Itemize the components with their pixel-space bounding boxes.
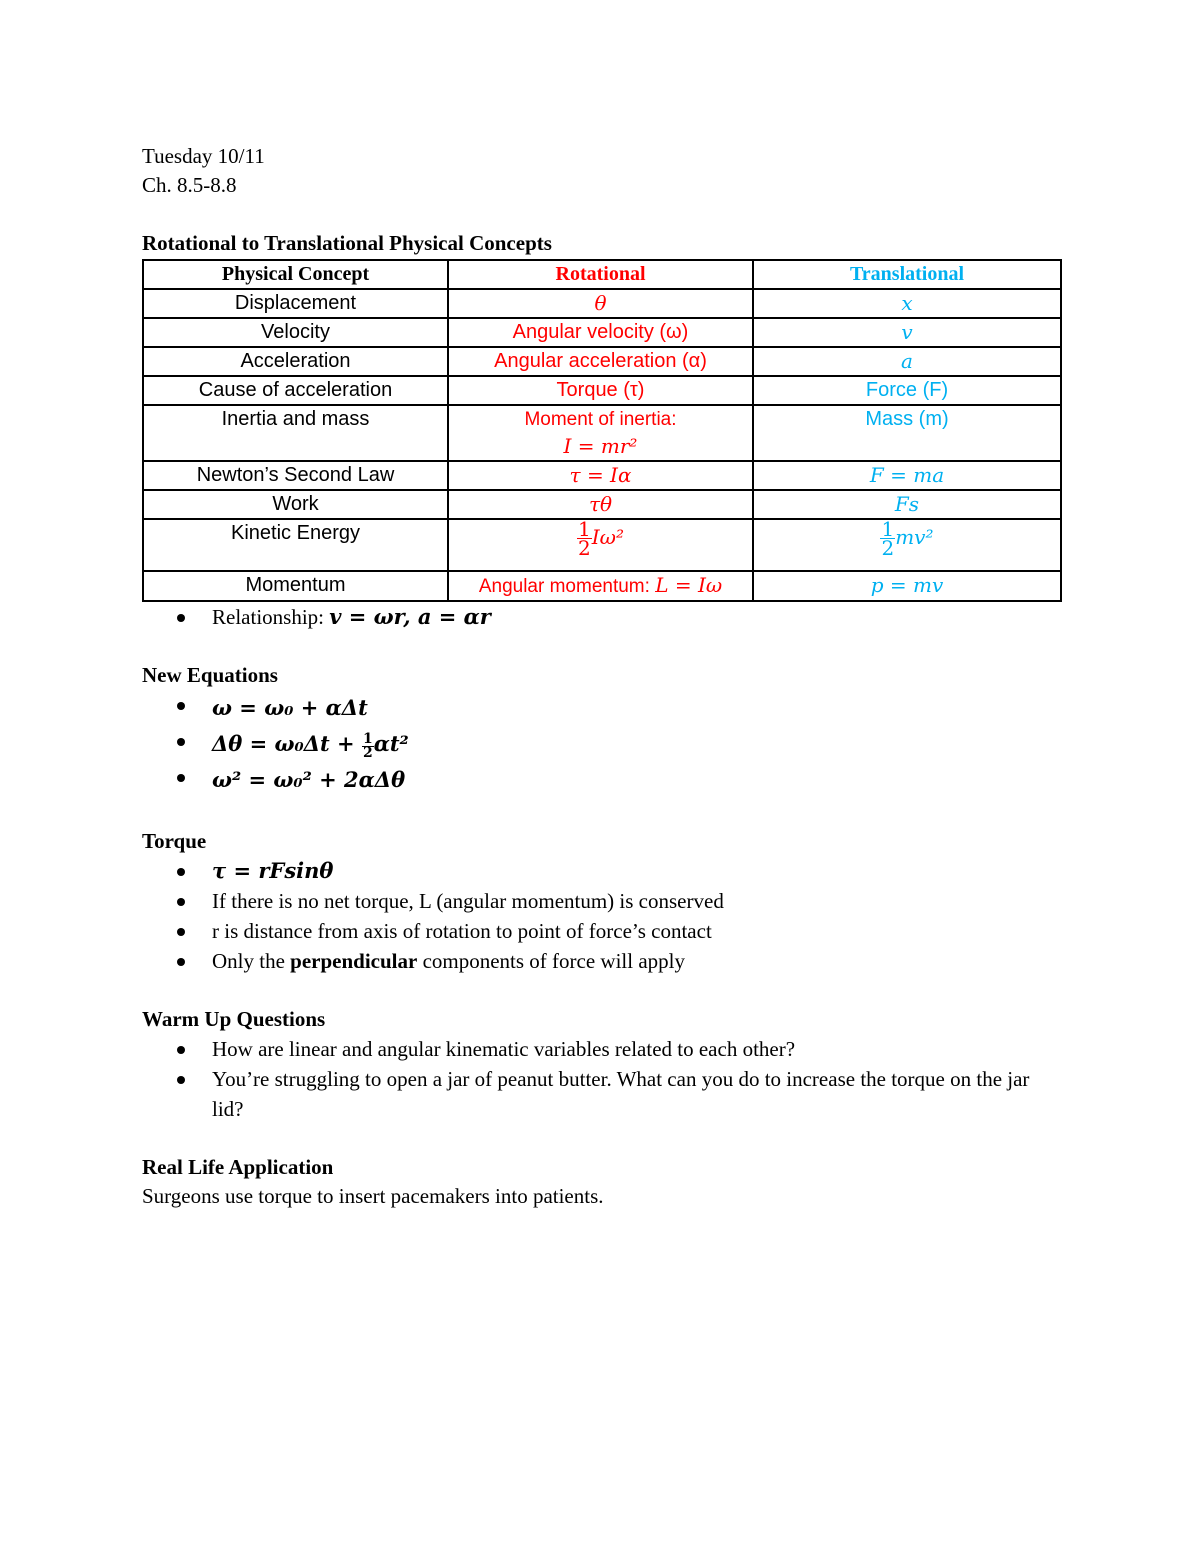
fraction-denominator: 2 [362, 744, 373, 761]
fraction-half [577, 517, 592, 560]
chapter-line: Ch. 8.5-8.8 [142, 173, 237, 197]
equation-2-right: αt² [373, 731, 409, 756]
torque-formula: τ = rFsinθ [212, 858, 334, 883]
cell-translational: Force (F) [753, 376, 1061, 405]
list-item [142, 726, 1060, 762]
fraction-half [880, 517, 895, 560]
document-page [142, 142, 1060, 1211]
table-row [143, 318, 1061, 347]
cell-rotational: Angular acceleration (α) [448, 347, 753, 376]
torque-list [142, 856, 1060, 976]
cell-translational: a [753, 347, 1061, 376]
torque-item4-bold: perpendicular [290, 949, 418, 973]
torque-item4-before: Only the [212, 949, 291, 973]
cell-concept: Velocity [143, 318, 448, 347]
list-item [142, 602, 1060, 632]
cell-rotational [448, 519, 753, 571]
list-item: How are linear and angular kinematic variables related to each other? [142, 1034, 1060, 1064]
cell-rotational-term: Iω² [591, 525, 624, 549]
cell-rotational: τθ [448, 490, 753, 519]
cell-concept: Displacement [143, 289, 448, 318]
cell-rotational: Angular velocity (ω) [448, 318, 753, 347]
cell-rotational-formula: L = Iω [655, 573, 723, 597]
relationship-formula: v = ωr, a = αr [329, 604, 491, 629]
cell-translational: Mass (m) [753, 405, 1061, 461]
cell-rotational-label: Angular momentum: [478, 576, 656, 597]
list-item: If there is no net torque, L (angular momentum) is conserved [142, 886, 1060, 916]
equations-list [142, 690, 1060, 798]
list-item: r is distance from axis of rotation to point of force’s contact [142, 916, 1060, 946]
list-item: You’re struggling to open a jar of peanut butter. What can you do to increase the torque on the jar lid? [142, 1064, 1060, 1124]
col-header-rotational: Rotational [448, 260, 753, 289]
cell-translational-term: mv² [895, 525, 934, 549]
table-row [143, 519, 1061, 571]
equation-1: ω = ω₀ + αΔt [212, 695, 368, 720]
table-row [143, 289, 1061, 318]
cell-rotational-label: Moment of inertia: [524, 409, 677, 430]
relationship-label: Relationship: [212, 605, 330, 629]
cell-rotational [448, 405, 753, 461]
cell-translational: x [753, 289, 1061, 318]
col-header-translational: Translational [753, 260, 1061, 289]
list-item [142, 690, 1060, 726]
cell-rotational-formula: I = mr² [563, 434, 638, 458]
cell-concept: Acceleration [143, 347, 448, 376]
table-header-row [143, 260, 1061, 289]
cell-concept: Momentum [143, 571, 448, 601]
equation-3: ω² = ω₀² + 2αΔθ [212, 767, 406, 792]
cell-rotational: τ = Iα [448, 461, 753, 490]
cell-concept: Cause of acceleration [143, 376, 448, 405]
cell-translational: F = ma [753, 461, 1061, 490]
torque-title: Torque [142, 829, 207, 853]
warm-up-title: Warm Up Questions [142, 1007, 326, 1031]
fraction-denominator: 2 [578, 536, 591, 560]
table-row [143, 571, 1061, 601]
cell-translational [753, 519, 1061, 571]
concepts-table [142, 259, 1062, 602]
fraction-denominator: 2 [881, 536, 895, 560]
cell-concept: Kinetic Energy [143, 519, 448, 571]
table-title: Rotational to Translational Physical Concepts [142, 231, 552, 255]
fraction-numerator: 1 [362, 730, 373, 747]
equation-2-left: Δθ = ω₀Δt + [212, 731, 362, 756]
fraction-numerator: 1 [578, 517, 591, 541]
fraction-half [362, 730, 374, 761]
date-line: Tuesday 10/11 [142, 144, 265, 168]
table-row [143, 376, 1061, 405]
cell-rotational: Torque (τ) [448, 376, 753, 405]
cell-translational: v [753, 318, 1061, 347]
cell-translational: p = mv [753, 571, 1061, 601]
fraction-numerator: 1 [881, 517, 895, 541]
new-equations-title: New Equations [142, 663, 278, 687]
list-item [142, 762, 1060, 798]
cell-translational: Fs [753, 490, 1061, 519]
warm-up-list [142, 1034, 1060, 1124]
col-header-concept: Physical Concept [143, 260, 448, 289]
cell-concept: Newton’s Second Law [143, 461, 448, 490]
cell-rotational [448, 571, 753, 601]
cell-rotational: θ [448, 289, 753, 318]
list-item [142, 856, 1060, 886]
table-row [143, 490, 1061, 519]
table-row [143, 461, 1061, 490]
table-row [143, 347, 1061, 376]
real-life-text: Surgeons use torque to insert pacemakers into patients. [142, 1184, 604, 1208]
torque-item4-after: components of force will apply [417, 949, 686, 973]
list-item [142, 946, 1060, 976]
table-row [143, 405, 1061, 461]
cell-concept: Inertia and mass [143, 405, 448, 461]
cell-concept: Work [143, 490, 448, 519]
relationship-list [142, 602, 1060, 632]
real-life-title: Real Life Application [142, 1155, 334, 1179]
